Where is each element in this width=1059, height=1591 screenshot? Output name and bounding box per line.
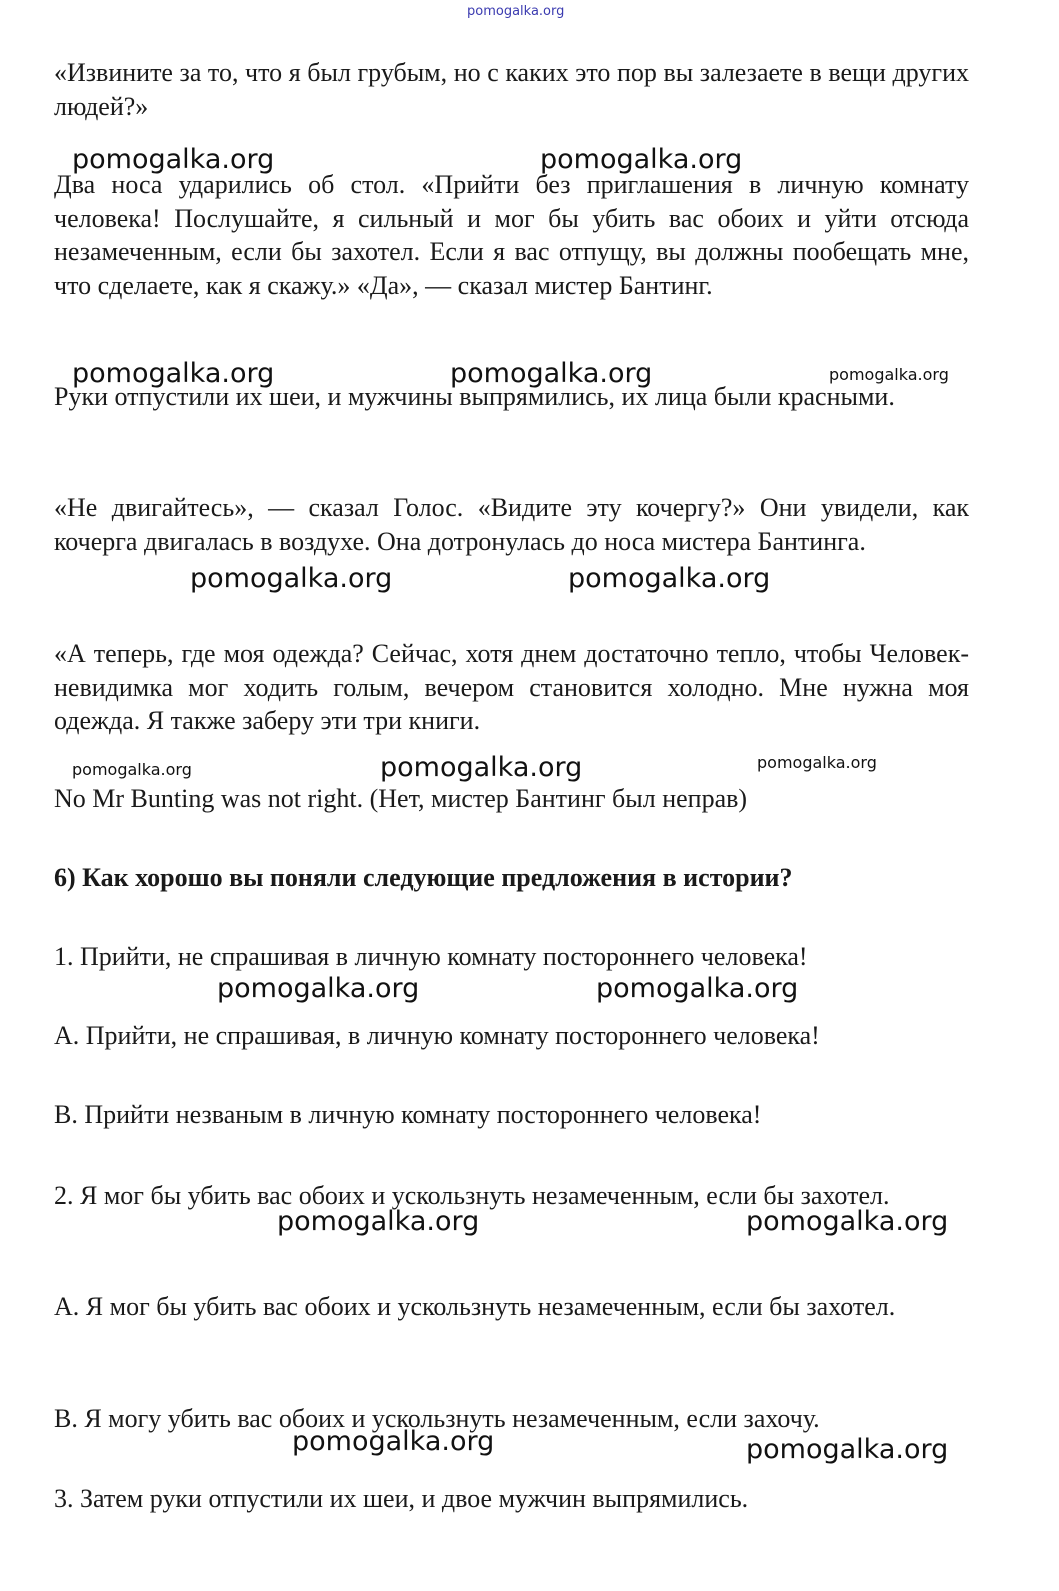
question-1: 1. Прийти, не спрашивая в личную комнату постороннего человека! bbox=[54, 942, 808, 971]
answer-line: No Mr Bunting was not right. (Нет, мистер Бантинг был неправ) bbox=[54, 784, 748, 813]
watermark: pomogalka.org bbox=[746, 1206, 949, 1237]
option-1a: A. Прийти, не спрашивая, в личную комнату постороннего человека! bbox=[54, 1021, 820, 1050]
paragraph-apology: «Извините за то, что я был грубым, но с каких это пор вы залезаете в вещи других людей?» bbox=[54, 58, 969, 121]
question-3: 3. Затем руки отпустили их шеи, и двое мужчин выпрямились. bbox=[54, 1484, 749, 1513]
watermark: pomogalka.org bbox=[596, 973, 799, 1004]
watermark: pomogalka.org bbox=[72, 358, 275, 389]
watermark: pomogalka.org bbox=[72, 144, 275, 175]
watermark: pomogalka.org bbox=[277, 1206, 480, 1237]
paragraph-poker: «Не двигайтесь», — сказал Голос. «Видите эту кочергу?» Они увидели, как кочерга двигалась в воздухе. Она дотронулась до носа мистера Бантинга. bbox=[54, 493, 969, 556]
watermark: pomogalka.org bbox=[217, 973, 420, 1004]
section-heading: 6) Как хорошо вы поняли следующие предложения в истории? bbox=[54, 863, 793, 892]
watermark: pomogalka.org bbox=[72, 760, 192, 779]
paragraph-hands-released: Руки отпустили их шеи, и мужчины выпрямились, их лица были красными. bbox=[54, 382, 895, 411]
watermark: pomogalka.org bbox=[380, 752, 583, 783]
watermark: pomogalka.org bbox=[757, 753, 877, 772]
question-2: 2. Я мог бы убить вас обоих и ускользнуть незамеченным, если бы захотел. bbox=[54, 1181, 890, 1210]
watermark: pomogalka.org bbox=[540, 144, 743, 175]
watermark: pomogalka.org bbox=[829, 365, 949, 384]
paragraph-two-noses: Два носа ударились об стол. «Прийти без приглашения в личную комнату человека! Послушайте, я сильный и мог бы убить вас обоих и уйти отсюда незамеченным, если бы захотел. Если я вас отпущу, вы должны пообещать мне, что сделаете, как я скажу.» «Да», — сказал мистер Бантинг. bbox=[54, 170, 969, 300]
watermark: pomogalka.org bbox=[190, 563, 393, 594]
paragraph-clothes: «А теперь, где моя одежда? Сейчас, хотя днем достаточно тепло, чтобы Человек-невидимка мог ходить голым, вечером становится холодно. Мне нужна моя одежда. Я также заберу эти три книги. bbox=[54, 639, 969, 735]
watermark: pomogalka.org bbox=[746, 1434, 949, 1465]
header-watermark: pomogalka.org bbox=[467, 4, 565, 19]
watermark: pomogalka.org bbox=[568, 563, 771, 594]
option-2a: A. Я мог бы убить вас обоих и ускользнуть незамеченным, если бы захотел. bbox=[54, 1292, 896, 1321]
option-2b: B. Я могу убить вас обоих и ускользнуть незамеченным, если захочу. bbox=[54, 1404, 820, 1433]
option-1b: B. Прийти незваным в личную комнату постороннего человека! bbox=[54, 1100, 762, 1129]
watermark: pomogalka.org bbox=[292, 1426, 495, 1457]
watermark: pomogalka.org bbox=[450, 358, 653, 389]
